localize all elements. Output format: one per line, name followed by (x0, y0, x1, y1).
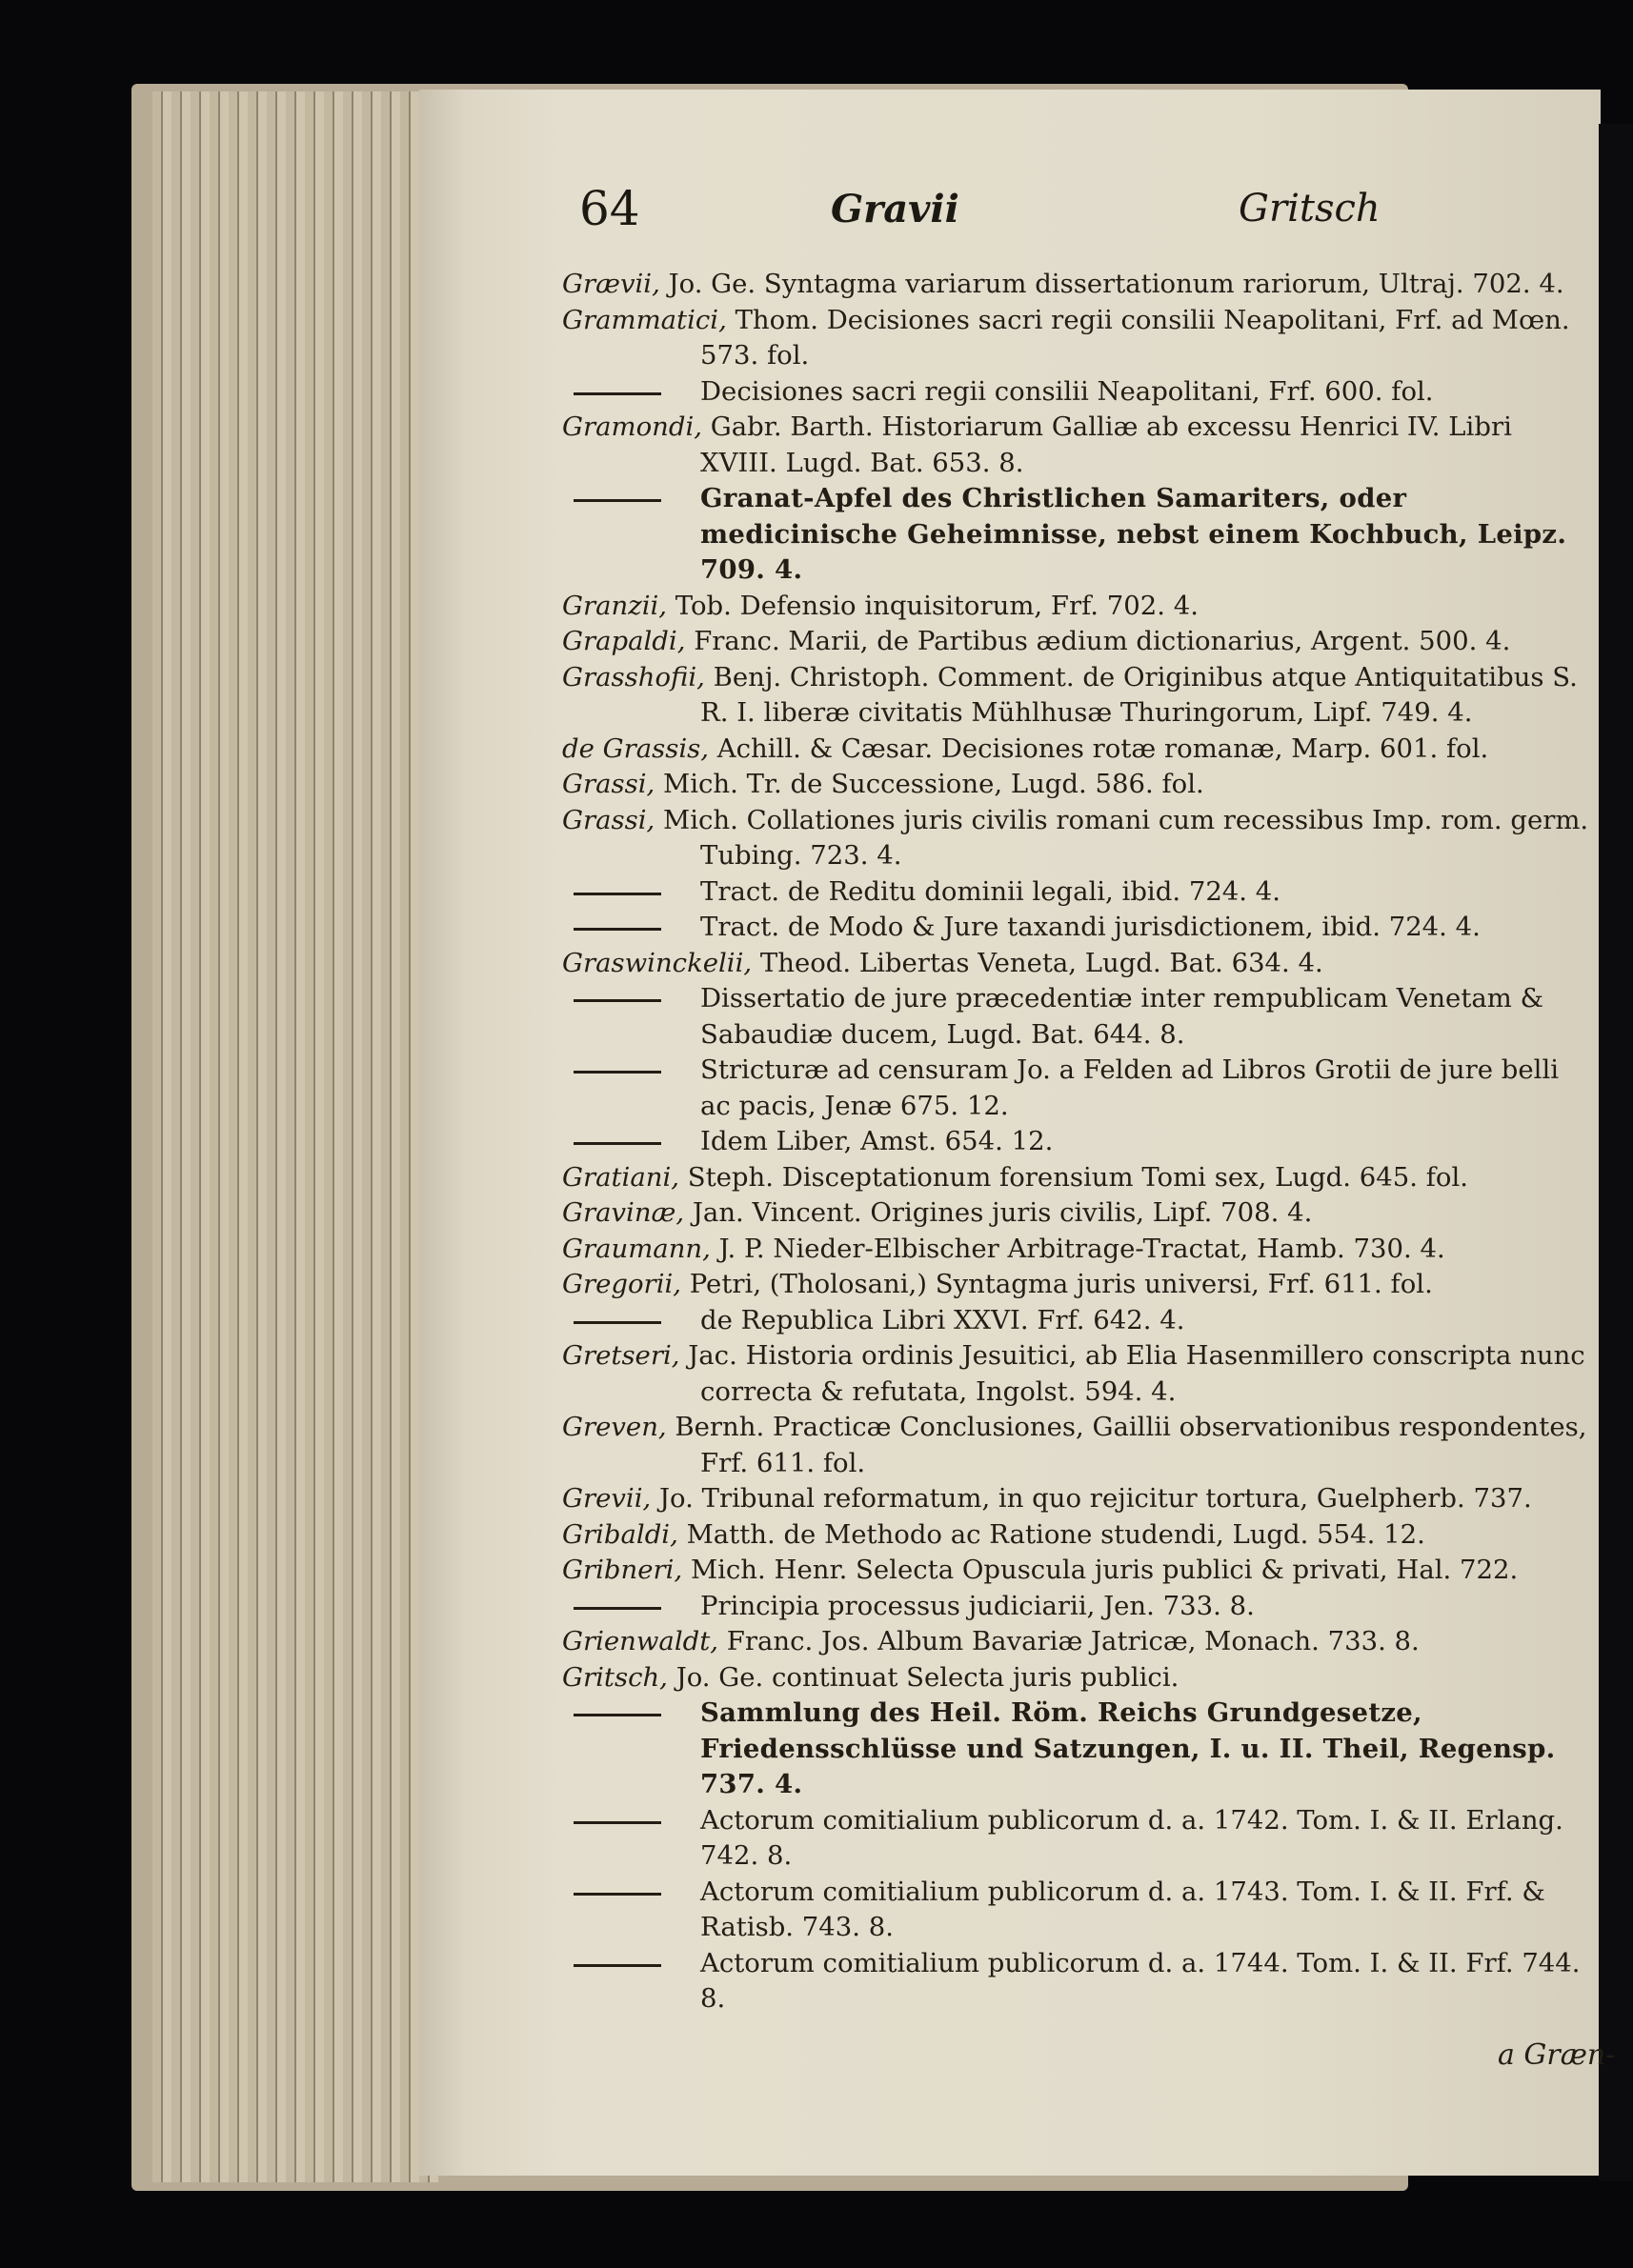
bibliography-entry (562, 946, 1591, 982)
continuation-entry (562, 1696, 1591, 1803)
entry-text: Actorum comitialium publicorum d. a. 1744. Tom. I. & II. Frf. 744. 8. (700, 1947, 1581, 2014)
bibliography-entry (562, 1232, 1591, 1268)
continuation-entry (562, 1803, 1591, 1875)
entry-text: Matth. de Methodo ac Ratione studendi, Lugd. 554. 12. (686, 1518, 1425, 1550)
continuation-entry (562, 1053, 1591, 1124)
continuation-entry (562, 1124, 1591, 1160)
bibliography-entry (562, 1410, 1591, 1481)
entry-text: Thom. Decisiones sacri regii consilii Neapolitani, Frf. ad Mœn. 573. fol. (700, 304, 1570, 371)
bibliography-entry (562, 1553, 1591, 1589)
author-name: Gramondi, (562, 411, 702, 442)
entry-text: Granat-Apfel des Christlichen Samariters, oder medicinische Geheimnisse, nebst einem Kochbuch, Leipz. 709. 4. (700, 483, 1567, 585)
author-name: Gribneri, (562, 1555, 683, 1585)
bibliography-entry (562, 267, 1591, 303)
entry-text: Jo. Tribunal reformatum, in quo rejicitur tortura, Guelpherb. 737. (659, 1483, 1532, 1514)
author-name: Gregorii, (562, 1269, 682, 1299)
bibliography-entry (562, 732, 1591, 768)
bibliography-entry (562, 767, 1591, 803)
page-edges-stack (152, 91, 438, 2182)
continuation-entry (562, 374, 1591, 411)
continuation-entry (562, 1303, 1591, 1339)
bibliography-entry (562, 1160, 1591, 1196)
entry-text: Dissertatio de jure præcedentiæ inter rempublicam Venetam & Sabaudiæ ducem, Lugd. Bat. 644. 8. (700, 983, 1544, 1050)
bibliography-entry (562, 803, 1591, 874)
entry-text: Actorum comitialium publicorum d. a. 1742. Tom. I. & II. Erlang. 742. 8. (700, 1804, 1563, 1871)
bibliography-entry (562, 624, 1591, 660)
entry-text: Benj. Christoph. Comment. de Originibus atque Antiquitatibus S. R. I. liberæ civitatis Mühlhusæ Thuringorum, Lipf. 749. 4. (700, 661, 1578, 728)
author-name: Gritsch, (562, 1661, 668, 1693)
entry-text: Tob. Defensio inquisitorum, Frf. 702. 4. (675, 590, 1200, 621)
entry-text: Franc. Marii, de Partibus ædium dictionarius, Argent. 500. 4. (694, 626, 1511, 656)
entry-text: Achill. & Cæsar. Decisiones rotæ romanæ, Marp. 601. fol. (716, 733, 1489, 764)
entry-text: Jo. Ge. Syntagma variarum dissertationum rariorum, Ultraj. 702. 4. (668, 269, 1564, 299)
continuation-entry (562, 874, 1591, 911)
right-running-head: Gritsch (1239, 187, 1381, 231)
entry-text: Idem Liber, Amst. 654. 12. (700, 1126, 1054, 1156)
author-name: Grassi, (562, 769, 655, 799)
entry-text: J. P. Nieder-Elbischer Arbitrage-Tractat, Hamb. 730. 4. (718, 1233, 1445, 1264)
bibliography-entry (562, 1624, 1591, 1660)
entry-text: Gabr. Barth. Historiarum Galliæ ab excessu Henrici IV. Libri XVIII. Lugd. Bat. 653. 8. (700, 411, 1512, 478)
author-name: Grasshofii, (562, 661, 705, 692)
entry-text: Jo. Ge. continuat Selecta juris publici. (675, 1661, 1179, 1693)
entry-text: Petri, (Tholosani,) Syntagma juris universi, Frf. 611. fol. (689, 1269, 1433, 1299)
entry-text: Principia processus judiciarii, Jen. 733. 8. (700, 1590, 1255, 1621)
entry-text: Franc. Jos. Album Bavariæ Jatricæ, Monach. 733. 8. (726, 1626, 1420, 1656)
entry-text: Jan. Vincent. Origines juris civilis, Lipf. 708. 4. (692, 1197, 1313, 1228)
bibliography-entry (562, 1517, 1591, 1554)
catchword: a Græn- (1498, 2038, 1616, 2072)
continuation-entry (562, 1946, 1591, 2017)
entry-text: Steph. Disceptationum forensium Tomi sex, Lugd. 645. fol. (687, 1161, 1469, 1193)
entry-text: Theod. Libertas Veneta, Lugd. Bat. 634. 4. (759, 947, 1323, 978)
author-name: Grienwaldt, (562, 1626, 719, 1656)
bibliography-entry (562, 1660, 1591, 1696)
author-name: Grevii, (562, 1483, 652, 1514)
author-name: Greven, (562, 1412, 667, 1442)
bibliography-entry (562, 410, 1591, 481)
gutter-shadow (1599, 124, 1633, 2181)
entry-text: Tract. de Reditu dominii legali, ibid. 724. 4. (700, 875, 1281, 907)
page-number: 64 (579, 181, 640, 236)
entry-text: Jac. Historia ordinis Jesuitici, ab Elia Hasenmillero conscripta nunc correcta & refutata, Ingolst. 594. 4. (688, 1340, 1585, 1407)
entry-text: Stricturæ ad censuram Jo. a Felden ad Libros Grotii de jure belli ac pacis, Jenæ 675. 12. (700, 1054, 1560, 1121)
continuation-entry (562, 481, 1591, 589)
author-name: Graswinckelii, (562, 947, 753, 978)
author-name: Grævii, (562, 269, 660, 299)
entry-text: de Republica Libri XXVI. Frf. 642. 4. (700, 1304, 1185, 1335)
entry-text: Tract. de Modo & Jure taxandi jurisdictionem, ibid. 724. 4. (700, 912, 1481, 942)
bibliography-entry (562, 1267, 1591, 1303)
bibliography-entry (562, 1481, 1591, 1517)
continuation-entry (562, 910, 1591, 946)
entry-text: Actorum comitialium publicorum d. a. 1743. Tom. I. & II. Frf. & Ratisb. 743. 8. (700, 1876, 1545, 1942)
author-name: de Grassis, (562, 733, 710, 764)
left-running-head: Gravii (831, 187, 959, 231)
bibliography-entry (562, 1195, 1591, 1232)
entry-text: Decisiones sacri regii consilii Neapolitani, Frf. 600. fol. (700, 375, 1434, 407)
author-name: Gravinæ, (562, 1197, 685, 1228)
entry-text: Mich. Tr. de Successione, Lugd. 586. fol. (663, 769, 1204, 799)
continuation-entry (562, 1589, 1591, 1625)
bibliography-entry (562, 660, 1591, 732)
running-head (0, 181, 1633, 248)
entry-text: Mich. Collationes juris civilis romani cum recessibus Imp. rom. germ. Tubing. 723. 4. (663, 804, 1589, 871)
author-name: Grapaldi, (562, 626, 686, 656)
author-name: Gribaldi, (562, 1518, 678, 1550)
author-name: Gretseri, (562, 1340, 680, 1371)
author-name: Graumann, (562, 1233, 711, 1264)
author-name: Granzii, (562, 590, 668, 621)
bibliography-entry (562, 303, 1591, 374)
bibliography-entry (562, 1338, 1591, 1410)
bibliography-entries (562, 267, 1591, 2017)
entry-text: Mich. Henr. Selecta Opuscula juris publici & privati, Hal. 722. (690, 1555, 1519, 1585)
author-name: Grammatici, (562, 304, 727, 335)
author-name: Grassi, (562, 804, 655, 835)
continuation-entry (562, 981, 1591, 1053)
continuation-entry (562, 1875, 1591, 1946)
entry-text: Sammlung des Heil. Röm. Reichs Grundgesetze, Friedensschlüsse und Satzungen, I. u. II. Theil, Regensp. 737. 4. (700, 1697, 1556, 1799)
author-name: Gratiani, (562, 1161, 679, 1193)
entry-text: Bernh. Practicæ Conclusiones, Gaillii observationibus respondentes, Frf. 611. fol. (675, 1412, 1587, 1478)
bibliography-entry (562, 589, 1591, 625)
